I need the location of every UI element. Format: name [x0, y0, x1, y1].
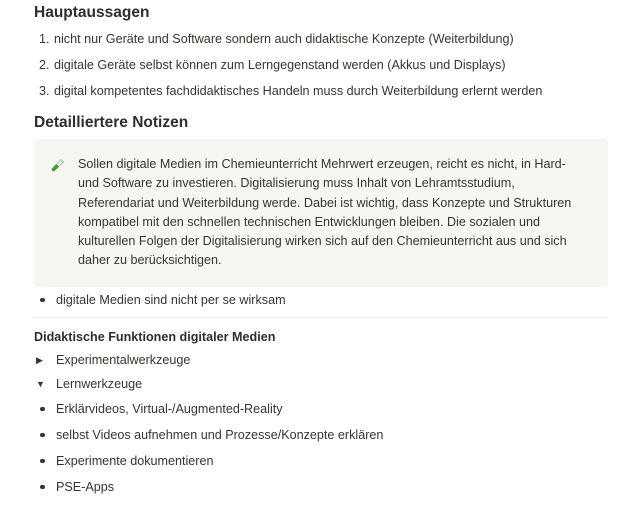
toggle-label: Experimentalwerkzeuge — [56, 352, 191, 367]
list-item: Experimente dokumentieren — [34, 448, 608, 474]
toggle-lernwerkzeuge[interactable] — [34, 372, 608, 396]
list-item — [34, 52, 608, 78]
key-points-list — [34, 26, 608, 104]
list-number: 1. — [39, 32, 50, 46]
toggle-experimentalwerkzeuge[interactable] — [34, 348, 608, 372]
triangle-right-icon[interactable]: ▶ — [36, 354, 43, 365]
bullet-list — [34, 287, 608, 313]
list-item: PSE-Apps — [34, 474, 608, 500]
list-item: Erklärvideos, Virtual-/Augmented-Reality — [34, 396, 608, 422]
key-points-heading: Hauptaussagen — [34, 4, 150, 21]
lernwerkzeuge-list — [34, 396, 608, 500]
list-item: selbst Videos aufnehmen und Prozesse/Konzepte erklären — [34, 422, 608, 448]
toggle-label: Lernwerkzeuge — [56, 376, 143, 391]
list-item — [34, 78, 608, 104]
triangle-down-icon[interactable]: ▼ — [36, 378, 45, 389]
list-number: 2. — [39, 58, 50, 72]
callout-block — [34, 139, 608, 287]
notes-heading: Detailliertere Notizen — [34, 114, 189, 131]
list-item — [34, 26, 608, 52]
list-number: 3. — [39, 84, 50, 98]
test-tube-icon — [48, 157, 70, 180]
callout-text: Sollen digitale Medien im Chemieunterricht Mehrwert erzeugen, reicht es nicht, in Hard- und Software zu investieren. Digitalisierung muss Inhalt von Lehramtsstudium, Referendariat und Weiterbildung werde. Dabei ist wichtig, dass Konzepte und Strukturen kompatibel mit den schnellen technischen Entwicklungen bleiben. Die sozialen und kulturellen Folgen der Digitalisierung wirken sich auf den Chemieunterricht aus und sich daher zu berücksichtigen. — [78, 157, 572, 268]
list-item-text: nicht nur Geräte und Software sondern auch didaktische Konzepte (Weiterbildung) — [54, 32, 514, 46]
notes-page — [34, 0, 608, 500]
list-item-text: digital kompetentes fachdidaktisches Handeln muss durch Weiterbildung erlernt werden — [54, 84, 543, 98]
list-item-text: digitale Geräte selbst können zum Lerngegenstand werden (Akkus und Displays) — [54, 58, 506, 72]
functions-heading: Didaktische Funktionen digitaler Medien — [34, 329, 276, 344]
list-item: digitale Medien sind nicht per se wirksam — [34, 287, 608, 313]
